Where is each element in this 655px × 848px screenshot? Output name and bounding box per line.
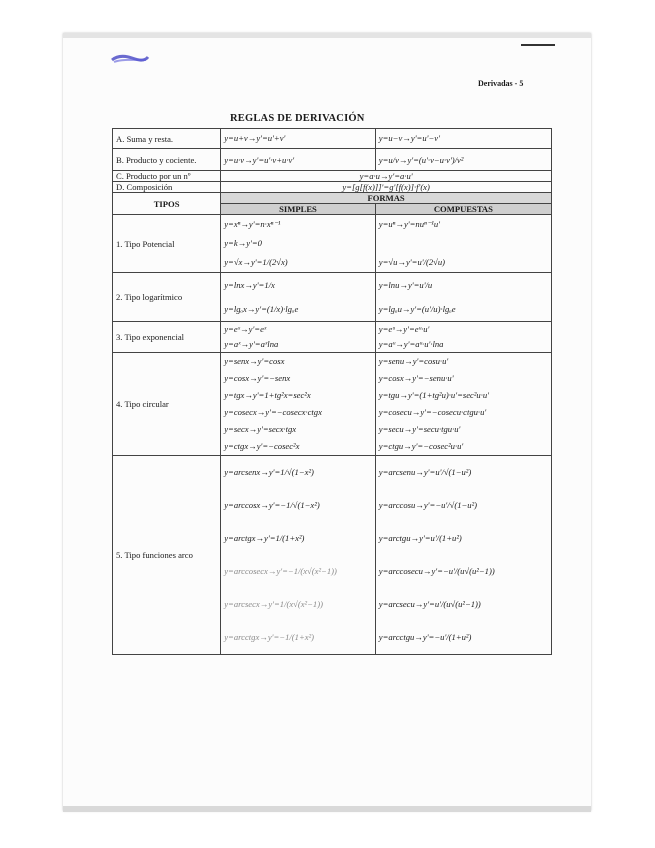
- formula: y=secu→y'=secu·tgu·u': [378, 424, 461, 434]
- formula: y=arcctgx→y'=−1/(1+x²): [224, 632, 315, 642]
- compuestas-header: COMPUESTAS: [375, 204, 551, 215]
- formula: y=arccosu→y'=−u'/√(1−u²): [378, 500, 478, 510]
- formula-empty: [379, 234, 548, 253]
- formula: y=senu→y'=cosu·u': [378, 356, 449, 366]
- type-label: 1. Tipo Potencial: [113, 215, 221, 273]
- compound-formulas: [375, 322, 551, 353]
- formas-header: FORMAS: [221, 193, 552, 204]
- simple-formulas: [221, 273, 376, 322]
- formula: y=u·v→y'=u'·v+u·v': [221, 149, 376, 171]
- formula: y=cosx→y'=−senu·u': [378, 373, 454, 383]
- document-title: REGLAS DE DERIVACIÓN: [230, 113, 365, 124]
- formula: y=lnx→y'=1/x: [224, 280, 275, 290]
- scan-edge-bottom: [63, 806, 591, 812]
- simple-formulas: [221, 353, 376, 456]
- formula: y=a·u→y'=a·u': [221, 171, 552, 182]
- formula: y=k→y'=0: [224, 238, 262, 248]
- rule-row-suma: [113, 129, 552, 149]
- formula: y=arcsecx→y'=1/(x√(x²−1)): [224, 599, 323, 609]
- type-row-logaritmico: [113, 273, 552, 322]
- type-row-arco: [113, 456, 552, 655]
- type-label: 5. Tipo funciones arco: [113, 456, 221, 655]
- simples-header: SIMPLES: [221, 204, 376, 215]
- compound-formulas: [375, 353, 551, 456]
- simple-formulas: [221, 215, 376, 273]
- formula: y=tgx→y'=1+tg²x=sec²x: [224, 390, 311, 400]
- formula: y=[g[f(x)]]'=g'[f(x)]·f'(x): [221, 182, 552, 193]
- type-label: 4. Tipo circular: [113, 353, 221, 456]
- rule-row-producto-numero: [113, 171, 552, 182]
- compound-formulas: [375, 273, 551, 322]
- compound-formulas: [375, 456, 551, 655]
- formula: y=ctgu→y'=−cosec²u·u': [378, 441, 464, 451]
- scan-edge-top: [63, 33, 591, 38]
- formula: y=arccosx→y'=−1/√(1−x²): [224, 500, 320, 510]
- formula: y=arctgu→y'=u'/(1+u²): [378, 533, 462, 543]
- formula: y=cosecu→y'=−cosecu·ctgu·u': [378, 407, 487, 417]
- type-row-exponencial: [113, 322, 552, 353]
- derivation-rules-table: [112, 128, 552, 655]
- simple-formulas: [221, 456, 376, 655]
- type-row-potencial: [113, 215, 552, 273]
- formula: y=tgu→y'=(1+tg²u)·u'=sec²u·u': [378, 390, 489, 400]
- formula: y=eᵘ→y'=eᵘ·u': [378, 324, 430, 334]
- rule-label: D. Composición: [113, 182, 221, 193]
- formula: y=secx→y'=secx·tgx: [224, 424, 297, 434]
- formula: y=u/v→y'=(u'·v−u·v')/v²: [375, 149, 551, 171]
- rule-label: A. Suma y resta.: [113, 129, 221, 149]
- formula: y=arcsenx→y'=1/√(1−x²): [224, 467, 314, 477]
- formula: y=xⁿ→y'=n·xⁿ⁻¹: [224, 219, 281, 229]
- type-label: 2. Tipo logarítmico: [113, 273, 221, 322]
- formula: y=arcsecu→y'=u'/(u√(u²−1)): [378, 599, 481, 609]
- formula: y=u−v→y'=u'−v': [375, 129, 551, 149]
- formula: y=uⁿ→y'=nuⁿ⁻¹u': [378, 219, 440, 229]
- formula: y=√u→y'=u'/(2√u): [378, 257, 445, 267]
- formula: y=lgₐx→y'=(1/x)·lgₐe: [224, 304, 299, 314]
- formula: y=√x→y'=1/(2√x): [224, 257, 288, 267]
- tipos-header: TIPOS: [113, 193, 221, 215]
- rule-label: C. Producto por un nº: [113, 171, 221, 182]
- formula: y=arcctgu→y'=−u'/(1+u²): [378, 632, 472, 642]
- formula: y=arcsenu→y'=u'/√(1−u²): [378, 467, 472, 477]
- formula: y=arctgx→y'=1/(1+x²): [224, 533, 305, 543]
- compound-formulas: [375, 215, 551, 273]
- highlighter-scribble: [110, 54, 150, 64]
- pen-mark: [521, 44, 555, 46]
- formula: y=eˣ→y'=eˣ: [224, 324, 267, 334]
- rule-label: B. Producto y cociente.: [113, 149, 221, 171]
- formula: y=arccosecu→y'=−u'/(u√(u²−1)): [378, 566, 495, 576]
- rule-row-composicion: [113, 182, 552, 193]
- type-label: 3. Tipo exponencial: [113, 322, 221, 353]
- formula: y=senx→y'=cosx: [224, 356, 285, 366]
- formula: y=u+v→y'=u'+v': [221, 129, 376, 149]
- formula: y=lgₐu→y'=(u'/u)·lgₐe: [378, 304, 456, 314]
- formula: y=cosx→y'=−senx: [224, 373, 291, 383]
- formula: y=arccosecx→y'=−1/(x√(x²−1)): [224, 566, 337, 576]
- type-row-circular: [113, 353, 552, 456]
- simple-formulas: [221, 322, 376, 353]
- formula: y=lnu→y'=u'/u: [378, 280, 433, 290]
- formula: y=cosecx→y'=−cosecx·ctgx: [224, 407, 322, 417]
- formula: y=ctgx→y'=−cosec²x: [224, 441, 300, 451]
- types-header-row: [113, 193, 552, 204]
- formula: y=aˣ→y'=aˣlna: [224, 339, 279, 349]
- page-label: Derivadas - 5: [478, 79, 524, 88]
- rule-row-producto: [113, 149, 552, 171]
- formula: y=aᵘ→y'=aᵘ·u'·lna: [378, 339, 444, 349]
